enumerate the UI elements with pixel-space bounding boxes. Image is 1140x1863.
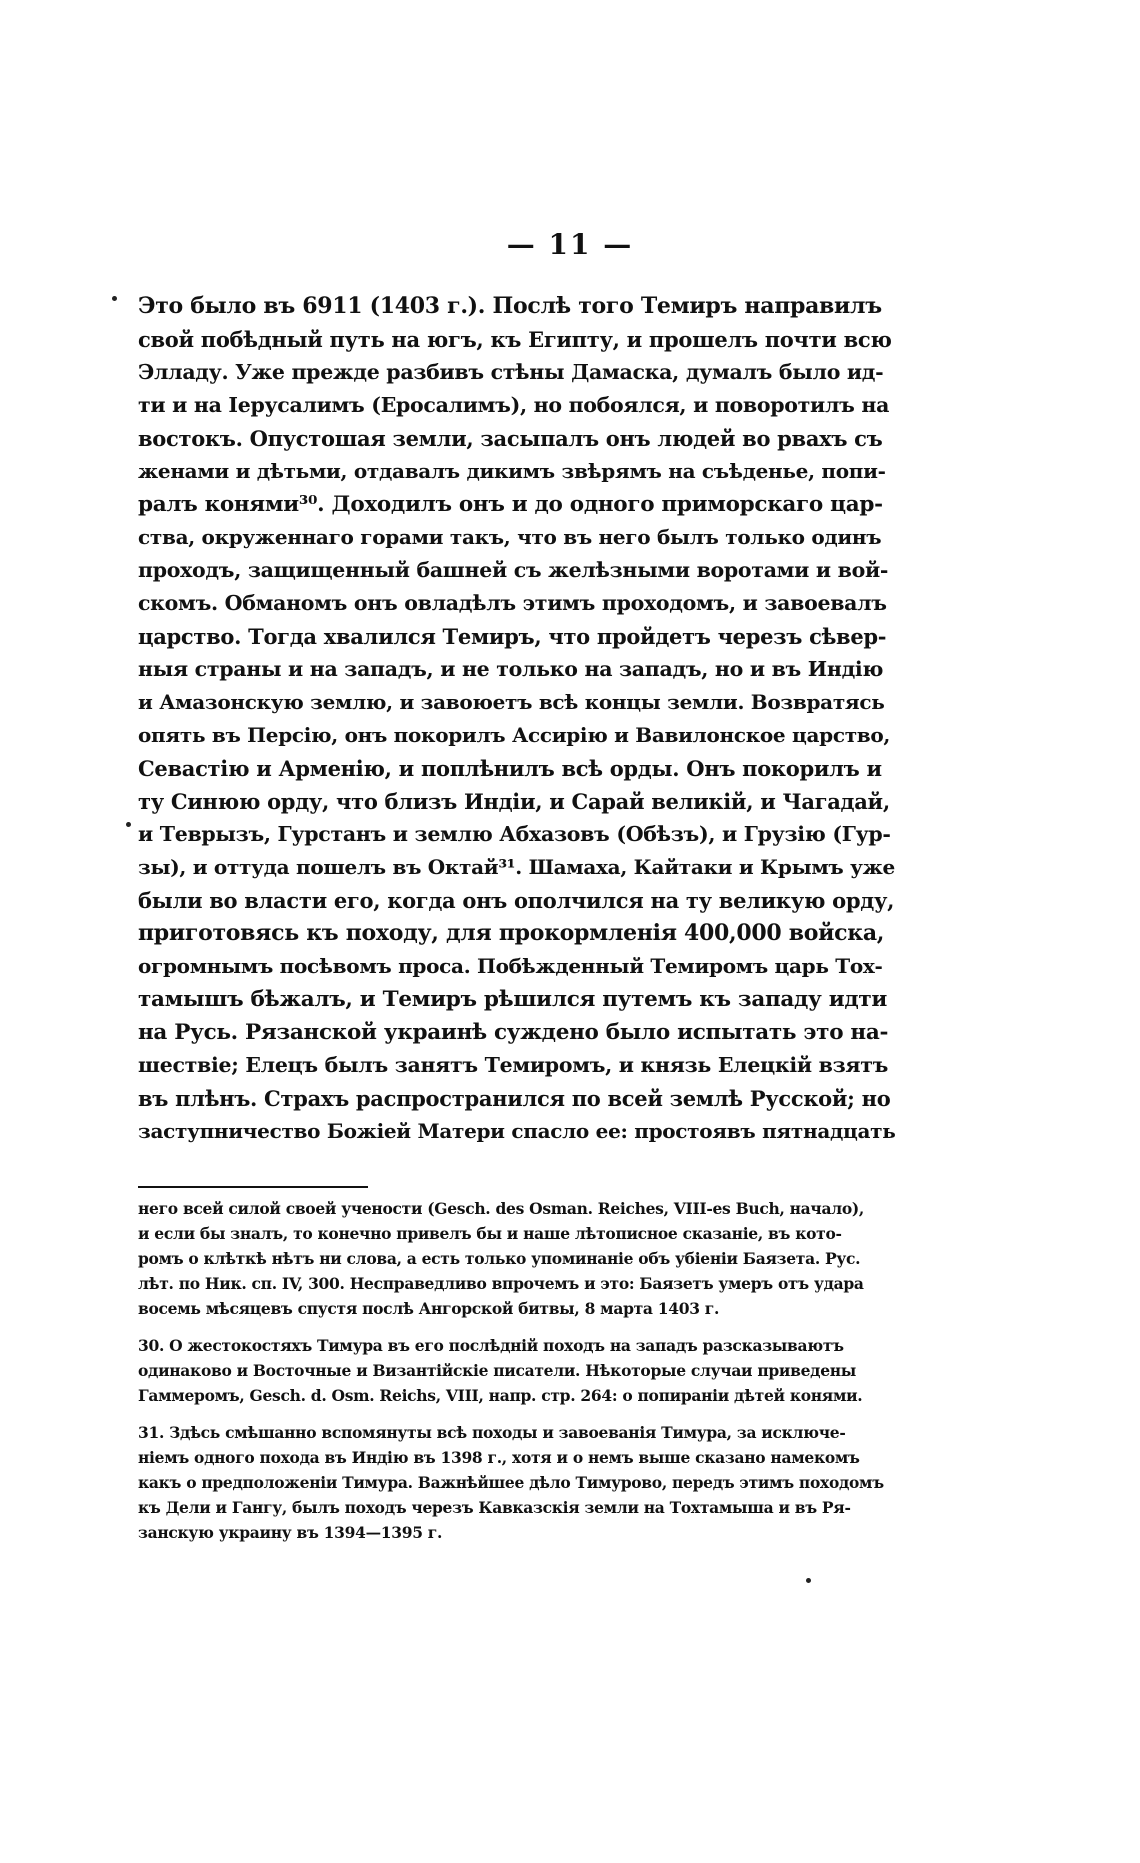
footnote-line: и если бы зналъ, то конечно привелъ бы и наше лѣтописное сказаніе, въ кото- <box>138 1224 842 1243</box>
text-line: Элладу. Уже прежде разбивъ стѣны Дамаска, думалъ было ид- <box>138 360 884 384</box>
ink-speck <box>126 822 131 827</box>
footnote-divider <box>138 1186 368 1188</box>
footnote-line: 31. Здѣсь смѣшанно вспомянуты всѣ походы и завоеванія Тимура, за исключе- <box>138 1423 846 1442</box>
text-line: Это было въ 6911 (1403 г.). Послѣ того Темиръ направилъ <box>138 293 882 319</box>
footnote-line: ромъ о клѣткѣ нѣтъ ни слова, а есть только упоминаніе объ убіеніи Баязета. Рус. <box>138 1249 861 1268</box>
text-line: заступничество Божіей Матери спасло ее: простоявъ пятнадцать <box>138 1119 896 1143</box>
text-line: огромнымъ посѣвомъ проса. Побѣжденный Темиромъ царь Тох- <box>138 954 883 978</box>
text-line: ти и на Іерусалимъ (Еросалимъ), но побоялся, и поворотилъ на <box>138 393 890 417</box>
text-line: Севастію и Арменію, и поплѣнилъ всѣ орды. Онъ покорилъ и <box>138 756 882 781</box>
text-line: ства, окруженнаго горами такъ, что въ него былъ только одинъ <box>138 525 882 549</box>
text-line: тамышъ бѣжалъ, и Темиръ рѣшился путемъ къ западу идти <box>138 987 888 1012</box>
footnote-line: Гаммеромъ, Gesch. d. Osm. Reichs, VIII, напр. стр. 264: о попираніи дѣтей конями. <box>138 1386 863 1405</box>
text-line: и Теврызъ, Гурстанъ и землю Абхазовъ (Обѣзъ), и Грузію (Гур- <box>138 822 891 846</box>
text-line: скомъ. Обманомъ онъ овладѣлъ этимъ проходомъ, и завоевалъ <box>138 591 887 615</box>
text-line: ту Синюю орду, что близъ Индіи, и Сарай великій, и Чагадай, <box>138 789 890 814</box>
footnote-gap <box>138 1408 898 1420</box>
footnote-31 <box>138 1420 898 1545</box>
text-line: проходъ, защищенный башней съ желѣзными воротами и вой- <box>138 558 889 582</box>
text-line: ралъ конями³⁰. Доходилъ онъ и до одного приморскаго цар- <box>138 492 883 517</box>
footnote-line: какъ о предположеніи Тимура. Важнѣйшее дѣло Тимурово, передъ этимъ походомъ <box>138 1473 884 1492</box>
text-line: и Амазонскую землю, и завоюетъ всѣ концы земли. Возвратясь <box>138 690 885 714</box>
footnote-line: ніемъ одного похода въ Индію въ 1398 г., хотя и о немъ выше сказано намекомъ <box>138 1448 860 1467</box>
footnote-gap <box>138 1321 898 1333</box>
footnote-30 <box>138 1333 898 1408</box>
text-line: востокъ. Опустошая земли, засыпалъ онъ людей во рвахъ съ <box>138 426 883 451</box>
ink-speck <box>112 296 117 301</box>
ink-speck <box>806 1578 811 1583</box>
footnotes <box>138 1196 898 1545</box>
text-line: приготовясь къ походу, для прокормленія 400,000 войска, <box>138 920 885 946</box>
text-line: опять въ Персію, онъ покорилъ Ассирію и Вавилонское царство, <box>138 723 891 747</box>
footnote-line: одинаково и Восточные и Византійскіе писатели. Нѣкоторые случаи приведены <box>138 1361 857 1380</box>
footnote-line: занскую украину въ 1394—1395 г. <box>138 1523 443 1542</box>
main-text <box>138 290 898 1148</box>
footnote-continued <box>138 1196 898 1321</box>
footnote-line: восемь мѣсяцевъ спустя послѣ Ангорской битвы, 8 марта 1403 г. <box>138 1299 720 1318</box>
text-line: царство. Тогда хвалился Темиръ, что пройдетъ черезъ сѣвер- <box>138 624 887 649</box>
text-line: на Русь. Рязанской украинѣ суждено было испытать это на- <box>138 1020 889 1045</box>
text-line: были во власти его, когда онъ ополчился на ту великую орду, <box>138 888 895 913</box>
page-number: — 11 — <box>506 228 634 261</box>
text-line: свой побѣдный путь на югъ, къ Египту, и прошелъ почти всю <box>138 327 892 352</box>
text-line: ныя страны и на западъ, и не только на западъ, но и въ Индію <box>138 657 884 681</box>
footnote-line: него всей силой своей учености (Gesch. des Osman. Reiches, VIII-es Buch, начало), <box>138 1199 865 1218</box>
footnote-line: 30. О жестокостяхъ Тимура въ его послѣдній походъ на западъ разсказываютъ <box>138 1336 844 1355</box>
footnote-line: лѣт. по Ник. сп. IV, 300. Несправедливо впрочемъ и это: Баязетъ умеръ отъ удара <box>138 1274 864 1293</box>
text-line: женами и дѣтьми, отдавалъ дикимъ звѣрямъ на съѣденье, попи- <box>138 459 886 483</box>
text-line: шествіе; Елецъ былъ занятъ Темиромъ, и князь Елецкій взятъ <box>138 1053 889 1077</box>
text-line: въ плѣнъ. Страхъ распространился по всей землѣ Русской; но <box>138 1086 891 1111</box>
text-line: зы), и оттуда пошелъ въ Октай³¹. Шамаха, Кайтаки и Крымъ уже <box>138 855 895 879</box>
footnote-line: къ Дели и Гангу, былъ походъ черезъ Кавказскія земли на Тохтамыша и въ Ря- <box>138 1498 851 1517</box>
